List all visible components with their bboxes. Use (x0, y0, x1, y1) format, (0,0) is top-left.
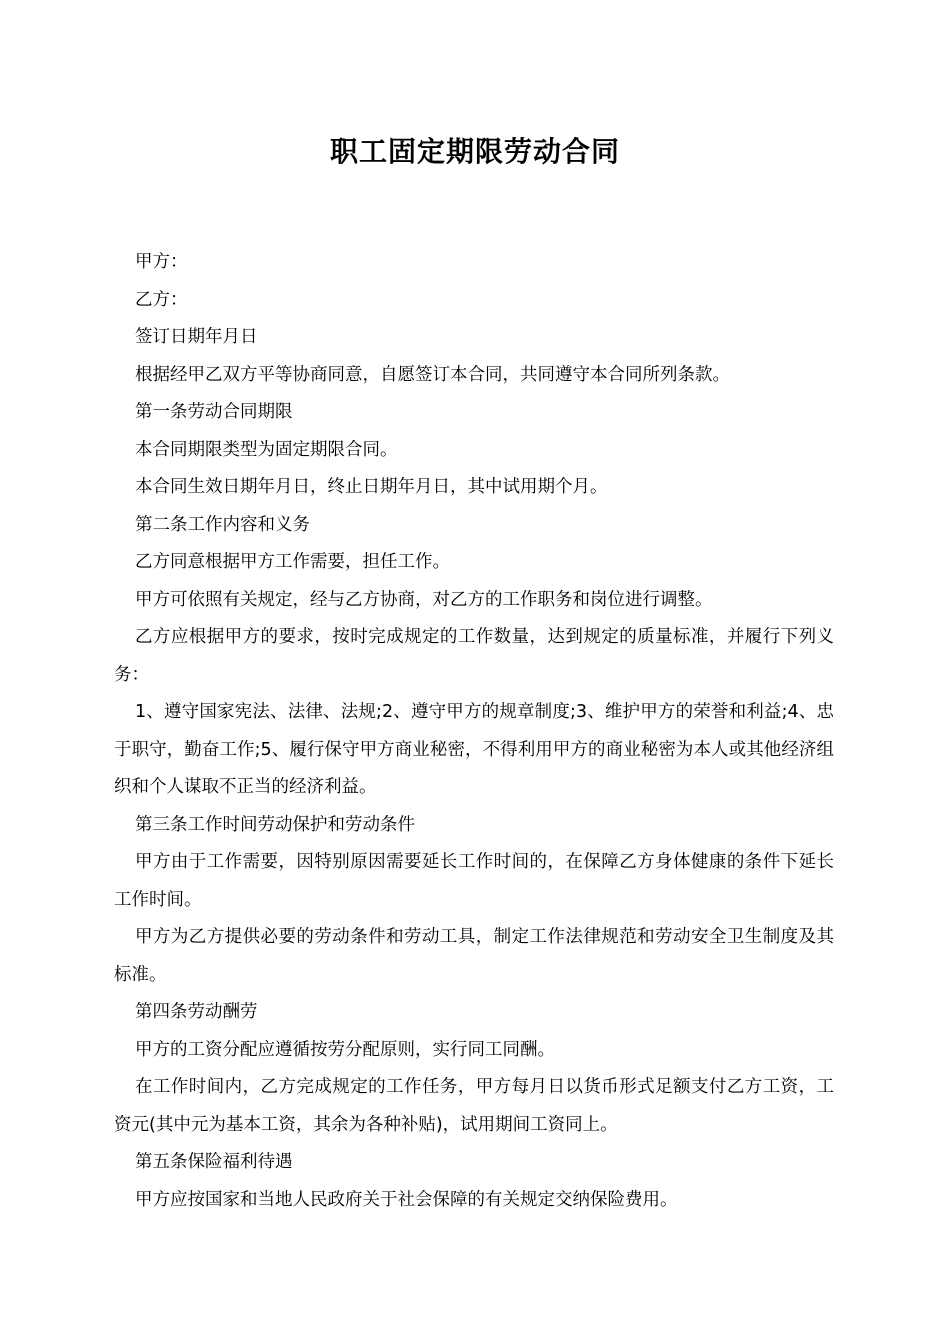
article-3-paragraph: 甲方由于工作需要，因特别原因需要延长工作时间的，在保障乙方身体健康的条件下延长工作时间。 (114, 852, 834, 910)
document-title: 职工固定期限劳动合同 (329, 135, 620, 168)
article-1-paragraph: 本合同生效日期年月日，终止日期年月日，其中试用期个月。 (135, 477, 608, 497)
article-2-paragraph: 乙方同意根据甲方工作需要，担任工作。 (135, 552, 450, 572)
article-2-duties-list: 1、遵守国家宪法、法律、法规;2、遵守甲方的规章制度;3、维护甲方的荣誉和利益;4、忠于职守，勤奋工作;5、履行保守甲方商业秘密，不得利用甲方的商业秘密为本人或其他经济组织和个人谋取不正当的经济利益。 (114, 702, 834, 797)
party-b-line: 乙方： (135, 289, 188, 310)
article-1-paragraph: 本合同期限类型为固定期限合同。 (135, 439, 398, 460)
article-3-heading: 第三条工作时间劳动保护和劳动条件 (135, 814, 415, 835)
document-body (114, 244, 834, 1219)
party-a-line: 甲方： (135, 252, 188, 272)
article-4-heading: 第四条劳动酬劳 (135, 1002, 258, 1022)
article-2-paragraph: 甲方可依照有关规定，经与乙方协商，对乙方的工作职务和岗位进行调整。 (135, 589, 713, 610)
preamble-paragraph: 根据经甲乙双方平等协商同意，自愿签订本合同，共同遵守本合同所列条款。 (135, 364, 730, 385)
article-4-paragraph: 甲方的工资分配应遵循按劳分配原则，实行同工同酬。 (135, 1039, 555, 1060)
article-5-paragraph: 甲方应按国家和当地人民政府关于社会保障的有关规定交纳保险费用。 (135, 1189, 678, 1210)
article-2-heading: 第二条工作内容和义务 (135, 514, 310, 535)
article-1-heading: 第一条劳动合同期限 (135, 402, 293, 422)
article-4-paragraph: 在工作时间内，乙方完成规定的工作任务，甲方每月日以货币形式足额支付乙方工资，工资元(其中元为基本工资，其余为各种补贴)，试用期间工资同上。 (114, 1077, 834, 1135)
article-5-heading: 第五条保险福利待遇 (135, 1152, 293, 1172)
article-3-paragraph: 甲方为乙方提供必要的劳动条件和劳动工具，制定工作法律规范和劳动安全卫生制度及其标准。 (114, 927, 834, 985)
article-2-paragraph: 乙方应根据甲方的要求，按时完成规定的工作数量，达到规定的质量标准，并履行下列义务： (114, 627, 834, 685)
signing-date-line: 签订日期年月日 (135, 327, 258, 347)
